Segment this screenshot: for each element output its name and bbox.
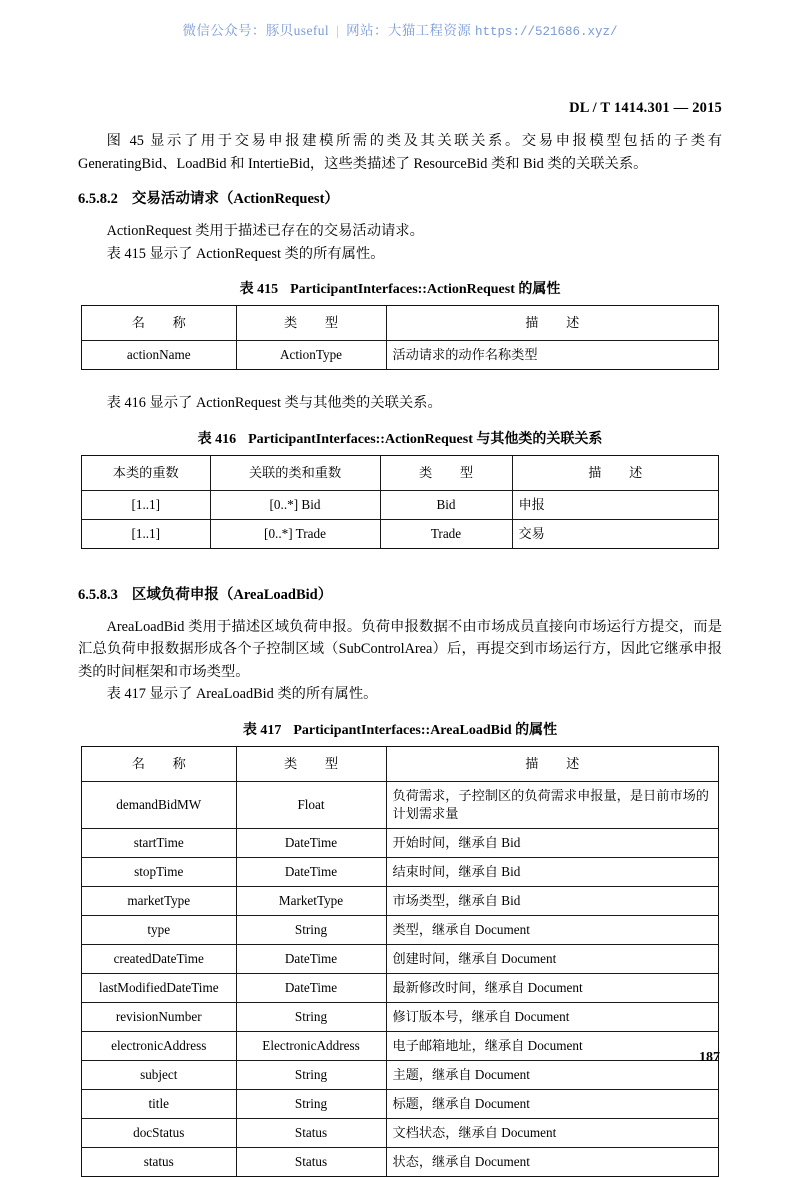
cell-type: Bid [380,490,512,519]
table-row [82,781,718,828]
cell-type: Status [236,1147,386,1176]
cell-description: 修订版本号，继承自 Document [386,1002,718,1031]
cell-name: docStatus [82,1118,236,1147]
section-6582-paragraph-3: 表 416 显示了 ActionRequest 类与其他类的关联关系。 [106,395,442,411]
cell-type: String [236,1060,386,1089]
table-417-col-type: 类 型 [236,747,386,782]
cell-name: actionName [82,341,236,370]
watermark-top [0,19,800,39]
cell-description: 交易 [512,519,718,548]
cell-type: String [236,1089,386,1118]
table-416-col-related-class: 关联的类和重数 [210,456,380,491]
cell-name: revisionNumber [82,1002,236,1031]
intro-paragraph: 图 45 显示了用于交易申报建模所需的类及其关联关系。交易申报模型包括的子类有 GeneratingBid、LoadBid 和 IntertieBid，这些类描述了 ResourceBid 类和 Bid 类的关联关系。 [78,133,722,172]
section-heading-6-5-8-2 [78,189,722,210]
cell-description: 申报 [512,490,718,519]
cell-description: 活动请求的动作名称类型 [386,341,718,370]
table-row [82,519,718,548]
table-415-caption-number: 表 415 [239,282,279,297]
cell-name: title [82,1089,236,1118]
table-416-frame [81,455,719,549]
cell-related-class: [0..*] Bid [210,490,380,519]
table-416-caption-number: 表 416 [197,431,237,447]
table-row [82,944,718,973]
cell-name: startTime [82,828,236,857]
table-row-header [82,306,718,341]
table-row [82,490,718,519]
table-row [82,886,718,915]
cell-description: 标题，继承自 Document [386,1089,718,1118]
section-6583-paragraph-2: 表 417 显示了 AreaLoadBid 类的所有属性。 [106,686,378,702]
cell-type: String [236,915,386,944]
table-415 [82,306,718,369]
table-417-body [82,781,718,1176]
table-417-col-name: 名 称 [82,747,236,782]
table-row [82,1031,718,1060]
section-number: 6.5.8.3 [78,586,118,603]
table-416-col-type: 类 型 [380,456,512,491]
cell-self-multiplicity: [1..1] [82,490,210,519]
cell-type: ActionType [236,341,386,370]
cell-description: 最新修改时间，继承自 Document [386,973,718,1002]
cell-name: demandBidMW [82,781,236,828]
table-416-col-self-multiplicity: 本类的重数 [82,456,210,491]
cell-self-multiplicity: [1..1] [82,519,210,548]
table-417-frame [81,746,719,1177]
table-417 [82,747,718,1176]
cell-description: 类型，继承自 Document [386,915,718,944]
page-content [78,130,722,1177]
table-415-caption [78,280,722,300]
cell-description: 文档状态，继承自 Document [386,1118,718,1147]
cell-description: 开始时间，继承自 Bid [386,828,718,857]
table-row [82,1089,718,1118]
cell-description: 结束时间，继承自 Bid [386,857,718,886]
running-header-standard-code: DL / T 1414.301 — 2015 [569,100,722,116]
table-row-header [82,456,718,491]
cell-name: type [82,915,236,944]
cell-type: String [236,1002,386,1031]
watermark-separator: | [336,23,340,38]
cell-type: DateTime [236,973,386,1002]
watermark-url: https://521686.xyz/ [475,25,618,39]
page-number: 187 [699,1050,720,1065]
table-416-caption [78,430,722,450]
cell-description: 负荷需求，子控制区的负荷需求申报量，是日前市场的计划需求量 [386,781,718,828]
cell-name: marketType [82,886,236,915]
cell-name: stopTime [82,857,236,886]
watermark-wechat-label: 微信公众号：豚贝useful [182,23,330,38]
cell-type: Status [236,1118,386,1147]
table-417-caption-number: 表 417 [242,722,282,738]
table-row [82,1118,718,1147]
table-417-caption [78,721,722,741]
section-6583-paragraph-1: AreaLoadBid 类用于描述区域负荷申报。负荷申报数据不由市场成员直接向市场运行方提交，而是汇总负荷申报数据形成各个子控制区域（SubControlArea）后，再提交到市场运行方，因此它继承申报类的时间框架和市场类型。 [78,618,722,680]
table-417-caption-text: ParticipantInterfaces::AreaLoadBid 的属性 [293,722,558,738]
cell-name: status [82,1147,236,1176]
cell-description: 电子邮箱地址，继承自 Document [386,1031,718,1060]
table-415-col-type: 类 型 [236,306,386,341]
table-row [82,1002,718,1031]
cell-type: MarketType [236,886,386,915]
section-number: 6.5.8.2 [78,191,118,207]
table-row [82,973,718,1002]
cell-type: DateTime [236,857,386,886]
table-row [82,1060,718,1089]
table-row [82,341,718,370]
cell-name: electronicAddress [82,1031,236,1060]
cell-description: 主题，继承自 Document [386,1060,718,1089]
table-row [82,828,718,857]
table-417-col-description: 描 述 [386,747,718,782]
section-title: 区域负荷申报（AreaLoadBid） [131,586,333,603]
table-416-col-description: 描 述 [512,456,718,491]
cell-type: Trade [380,519,512,548]
cell-related-class: [0..*] Trade [210,519,380,548]
table-row-header [82,747,718,782]
table-row [82,857,718,886]
section-title: 交易活动请求（ActionRequest） [131,191,339,207]
cell-type: DateTime [236,944,386,973]
table-415-col-description: 描 述 [386,306,718,341]
section-heading-6-5-8-3 [78,585,722,606]
table-415-caption-text: ParticipantInterfaces::ActionRequest 的属性 [290,282,561,297]
table-row [82,1147,718,1176]
section-6582-paragraph-2: 表 415 显示了 ActionRequest 类的所有属性。 [106,245,385,262]
cell-type: Float [236,781,386,828]
cell-description: 创建时间，继承自 Document [386,944,718,973]
table-416 [82,456,718,548]
section-6582-paragraph-1: ActionRequest 类用于描述已存在的交易活动请求。 [106,223,424,239]
cell-name: lastModifiedDateTime [82,973,236,1002]
table-row [82,915,718,944]
table-415-col-name: 名 称 [82,306,236,341]
watermark-site-label: 网站：大猫工程资源 [346,23,472,38]
cell-description: 市场类型，继承自 Bid [386,886,718,915]
table-416-caption-text: ParticipantInterfaces::ActionRequest 与其他类的关联关系 [248,431,603,447]
table-415-frame [81,305,719,370]
cell-name: createdDateTime [82,944,236,973]
cell-description: 状态，继承自 Document [386,1147,718,1176]
cell-name: subject [82,1060,236,1089]
cell-type: ElectronicAddress [236,1031,386,1060]
cell-type: DateTime [236,828,386,857]
